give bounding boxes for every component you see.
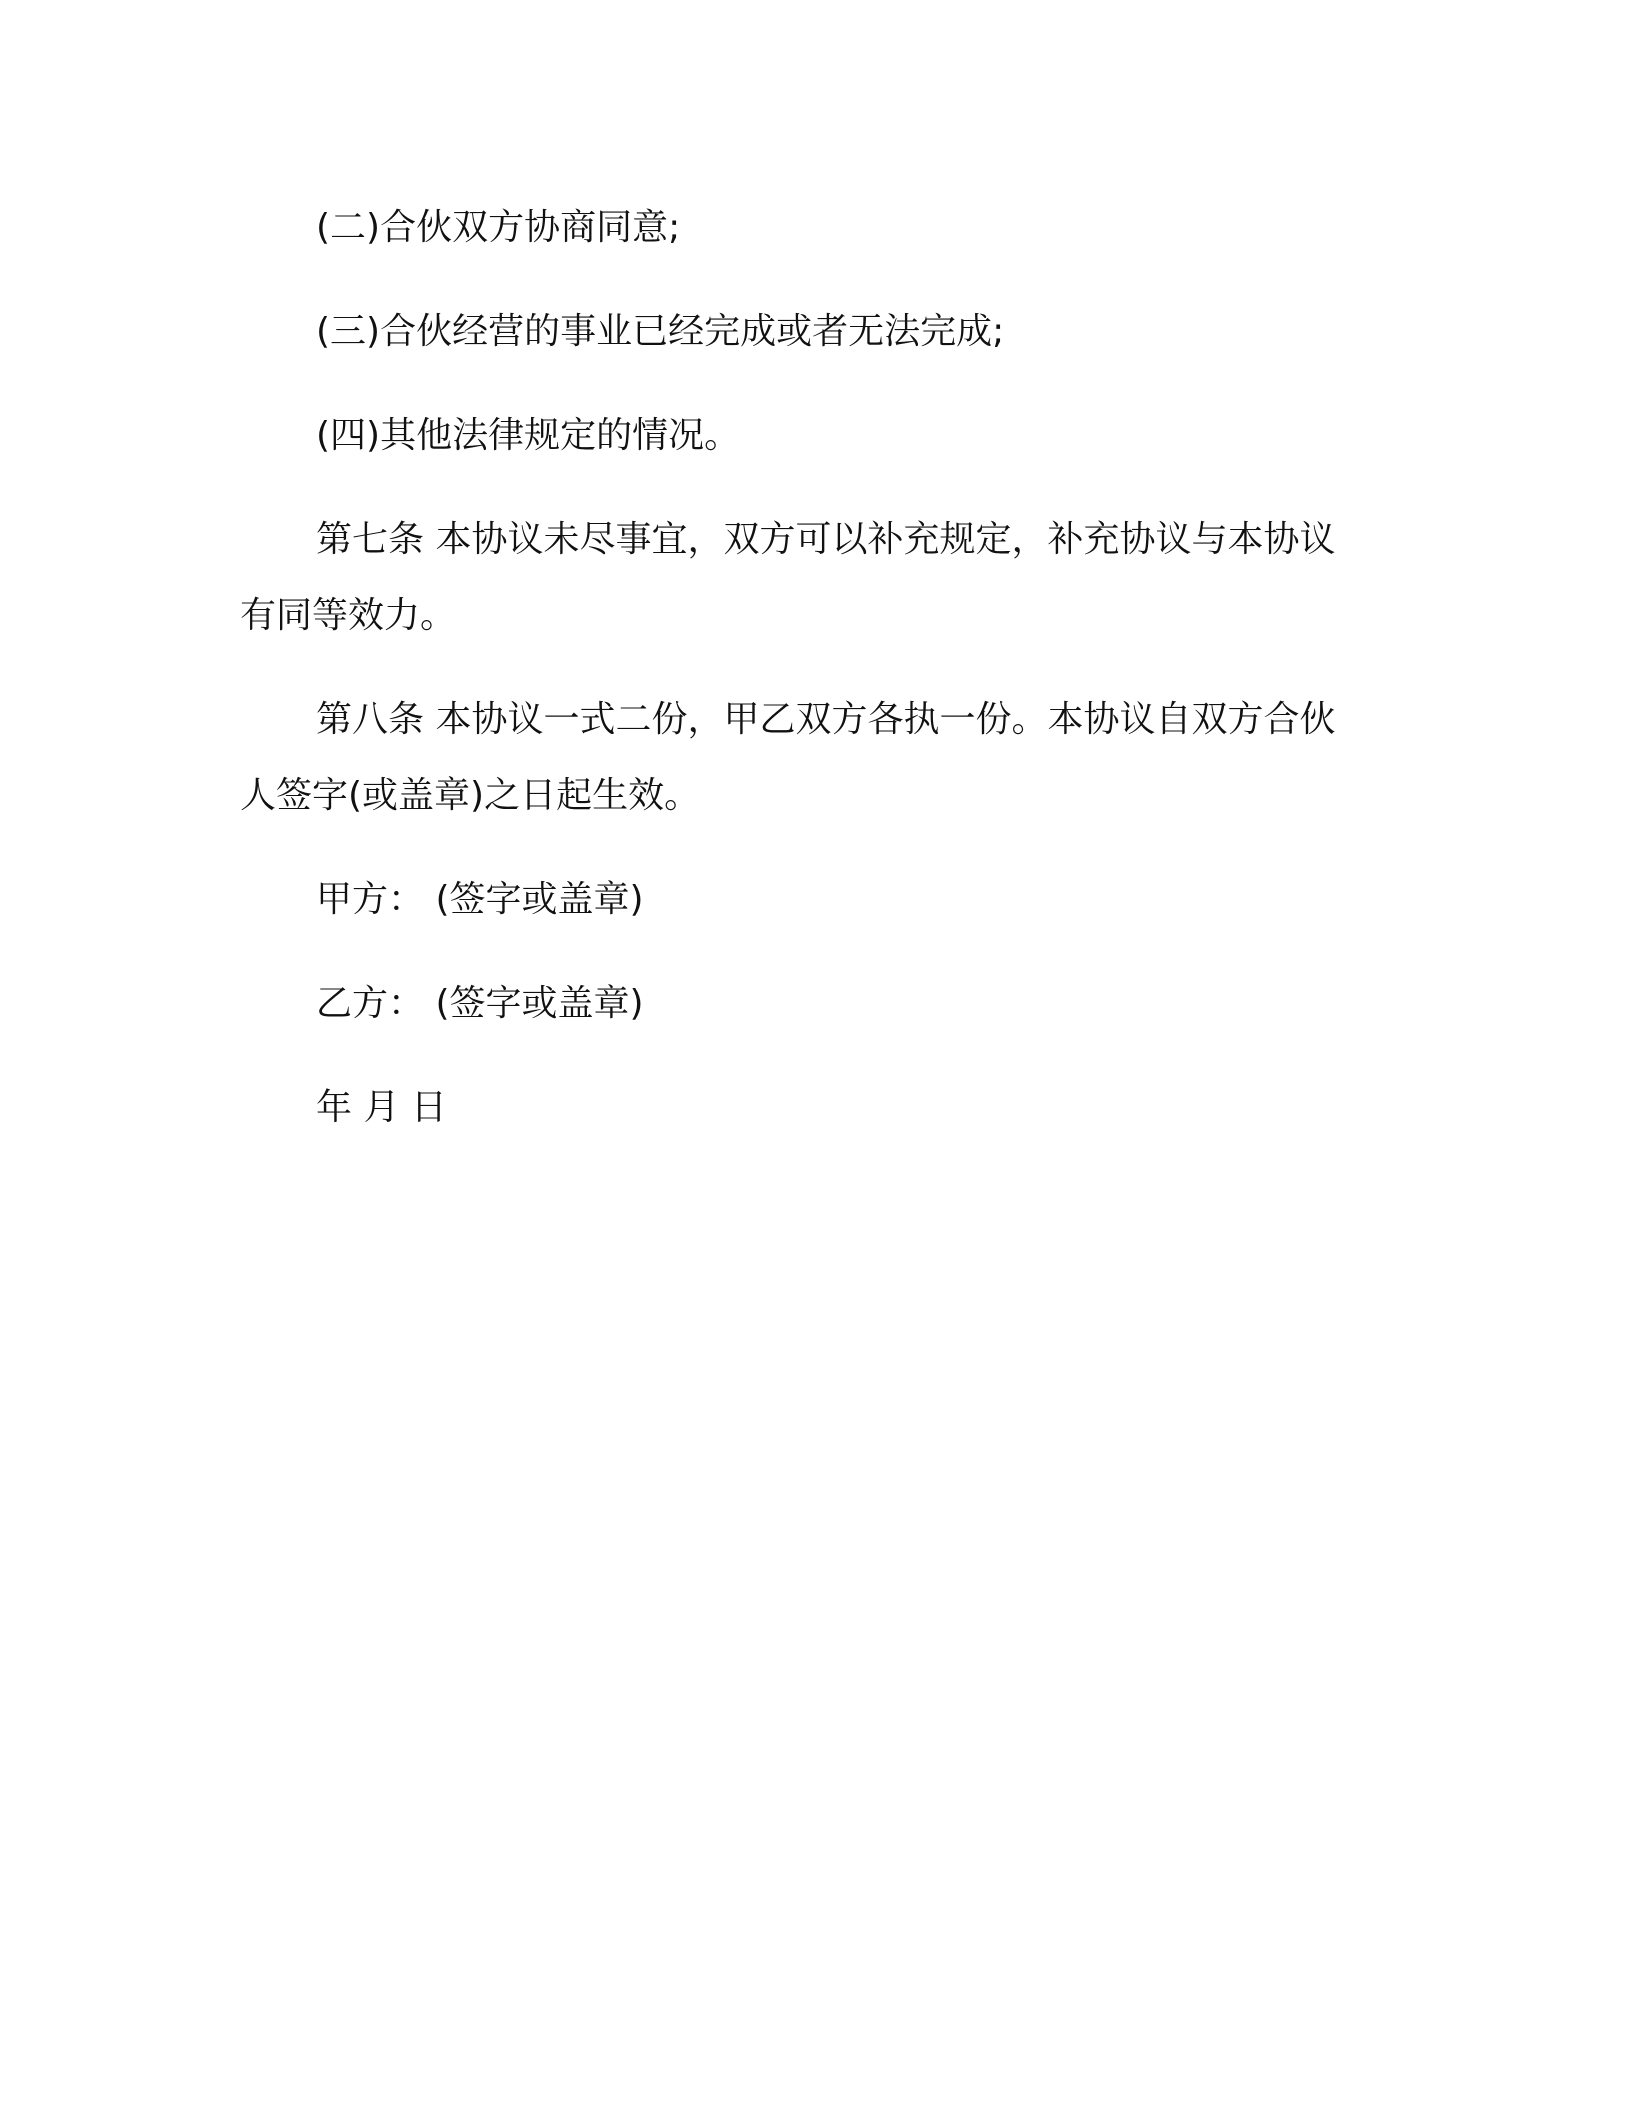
- signature-date: 年 月 日: [316, 1087, 447, 1128]
- party-b-signature: 乙方： (签字或盖章): [316, 983, 644, 1024]
- party-a-signature: 甲方： (签字或盖章): [316, 879, 644, 920]
- article-8: 第八条 本协议一式二份，甲乙双方各执一份。本协议自双方合伙人签字(或盖章)之日起生效。: [240, 699, 1336, 816]
- document-body: [240, 190, 1360, 1174]
- article-7: 第七条 本协议未尽事宜，双方可以补充规定，补充协议与本协议有同等效力。: [240, 519, 1336, 636]
- clause-item-2: (二)合伙双方协商同意;: [316, 207, 681, 248]
- clause-item-4: (四)其他法律规定的情况。: [316, 415, 741, 456]
- clause-item-3: (三)合伙经营的事业已经完成或者无法完成;: [316, 311, 1005, 352]
